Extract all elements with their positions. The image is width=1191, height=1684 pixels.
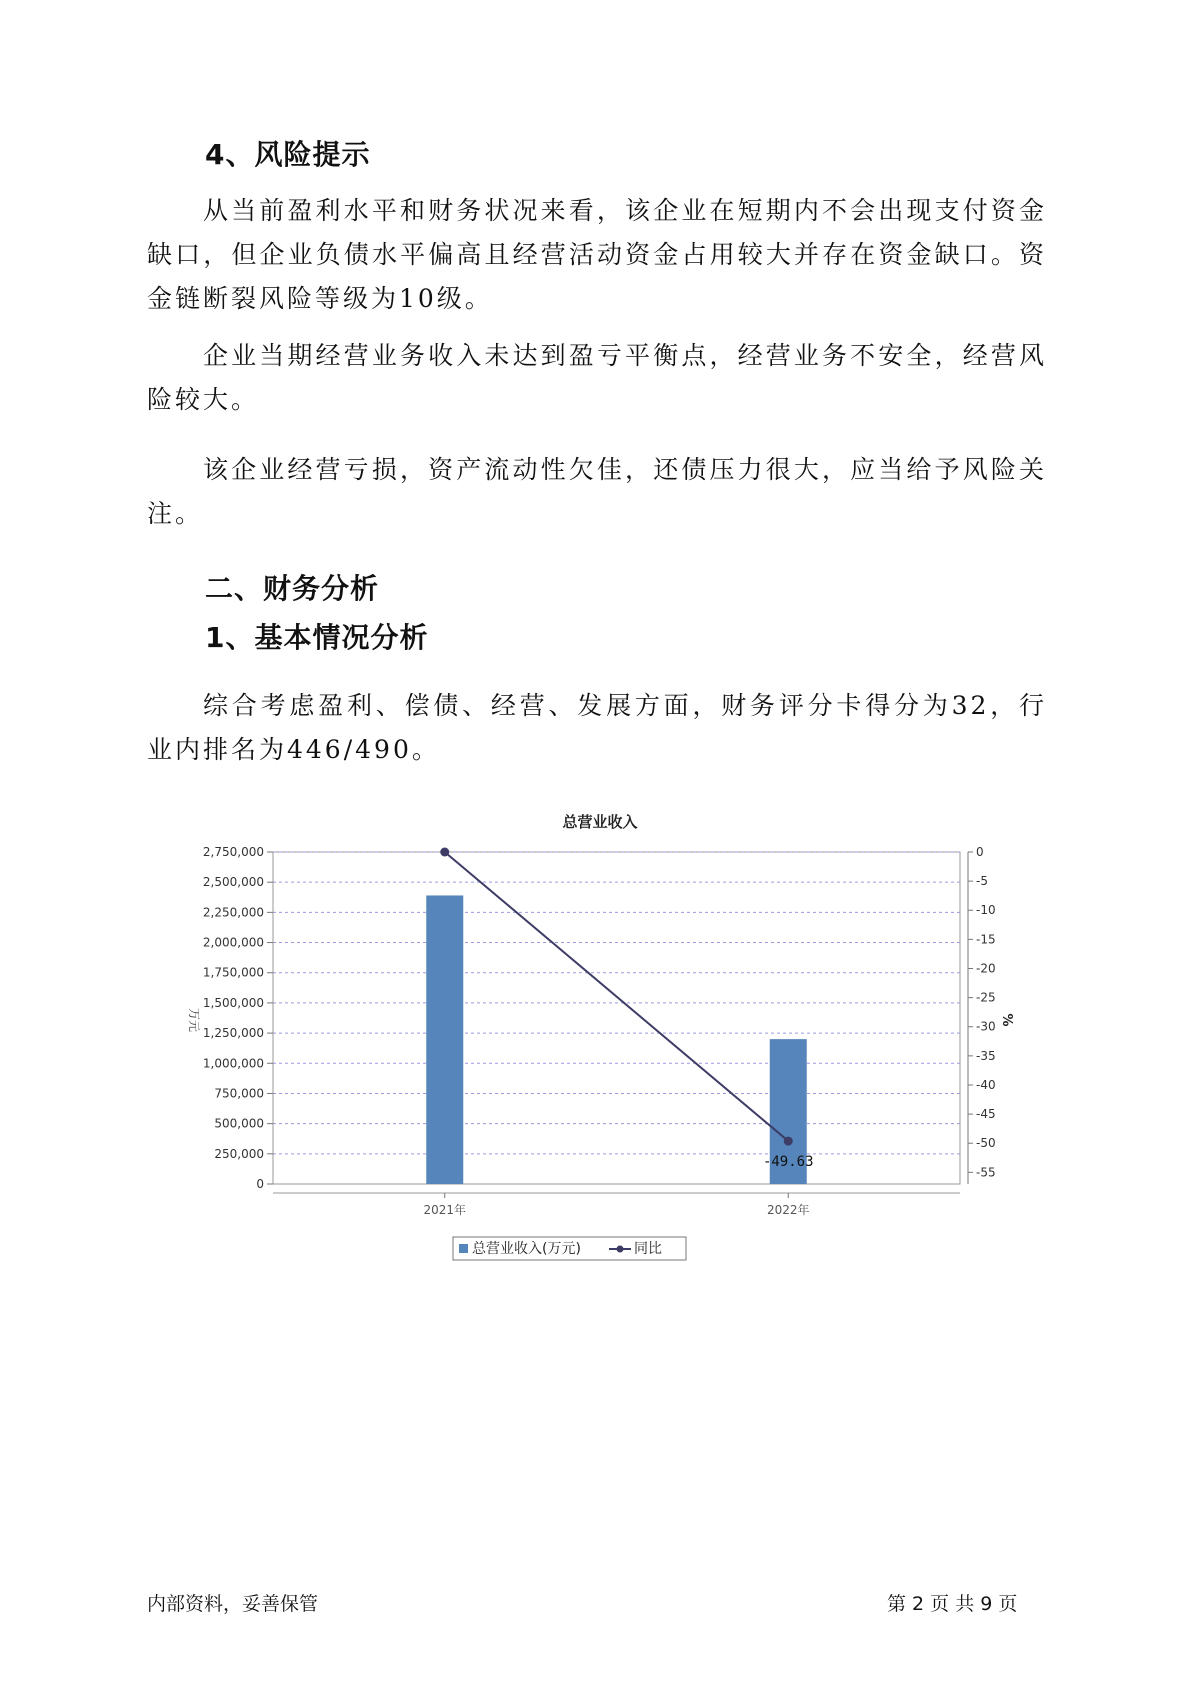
y-right-tick-label: -5 [976, 874, 988, 889]
y-left-tick-label: 1,250,000 [202, 1026, 264, 1041]
footer-left: 内部资料，妥善保管 [147, 1593, 319, 1615]
legend-bar-swatch [459, 1244, 468, 1253]
y-left-tick-label: 0 [256, 1177, 264, 1191]
y-right-tick-label: -40 [976, 1077, 996, 1092]
y-right-tick-label: 0 [976, 845, 984, 859]
revenue-bar [426, 895, 463, 1184]
risk-heading: 4、风险提示 [205, 138, 371, 171]
footer-right: 第 2 页 共 9 页 [887, 1593, 1018, 1615]
legend-yoy-label: 同比 [634, 1241, 662, 1257]
y-left-tick-label: 2,250,000 [202, 905, 264, 920]
yoy-data-label: -49.63 [762, 1154, 814, 1171]
y-left-axis-title: 万元 [187, 1007, 201, 1033]
revenue-chart [180, 800, 1014, 1270]
y-right-tick-label: -15 [976, 932, 996, 947]
y-left-tick-label: 500,000 [214, 1116, 264, 1131]
x-tick-label: 2022年 [766, 1203, 810, 1217]
y-left-tick-label: 750,000 [214, 1086, 264, 1101]
legend-line-marker [617, 1246, 624, 1253]
y-left-tick-label: 1,750,000 [202, 965, 264, 980]
y-right-tick-label: -20 [976, 961, 996, 976]
y-right-tick-label: -35 [976, 1048, 996, 1063]
yoy-point [440, 848, 449, 857]
finance-analysis-heading: 二、财务分析 [205, 572, 380, 605]
y-right-tick-label: -50 [976, 1136, 996, 1151]
basic-analysis-paragraph: 综合考虑盈利、偿债、经营、发展方面，财务评分卡得分为32，行业内排名为446/490。 [147, 691, 1047, 764]
risk-paragraph-1: 从当前盈利水平和财务状况来看，该企业在短期内不会出现支付资金缺口，但企业负债水平偏高且经营活动资金占用较大并存在资金缺口。资金链断裂风险等级为10级。 [147, 196, 1047, 313]
x-tick-label: 2021年 [423, 1203, 467, 1217]
y-left-tick-label: 2,750,000 [202, 845, 264, 859]
y-right-tick-label: -30 [976, 1019, 996, 1034]
y-right-axis-title: % [999, 1013, 1014, 1027]
plot-area [273, 852, 960, 1184]
chart-title: 总营业收入 [562, 813, 638, 831]
basic-analysis-heading: 1、基本情况分析 [205, 621, 429, 654]
y-right-tick-label: -55 [976, 1165, 996, 1180]
risk-paragraph-3: 该企业经营亏损，资产流动性欠佳，还债压力很大，应当给予风险关注。 [147, 455, 1047, 528]
y-left-tick-label: 1,500,000 [202, 995, 264, 1010]
y-right-tick-label: -25 [976, 990, 996, 1005]
y-left-tick-label: 250,000 [214, 1146, 264, 1161]
revenue-chart-svg [180, 800, 1014, 1270]
risk-paragraph-2: 企业当期经营业务收入未达到盈亏平衡点，经营业务不安全，经营风险较大。 [147, 341, 1047, 414]
y-left-tick-label: 1,000,000 [202, 1056, 264, 1071]
y-left-tick-label: 2,000,000 [202, 935, 264, 950]
y-right-tick-label: -45 [976, 1107, 996, 1122]
y-right-tick-label: -10 [976, 903, 996, 918]
legend-revenue-label: 总营业收入(万元) [472, 1241, 581, 1257]
yoy-point [784, 1137, 793, 1146]
y-left-tick-label: 2,500,000 [202, 875, 264, 890]
